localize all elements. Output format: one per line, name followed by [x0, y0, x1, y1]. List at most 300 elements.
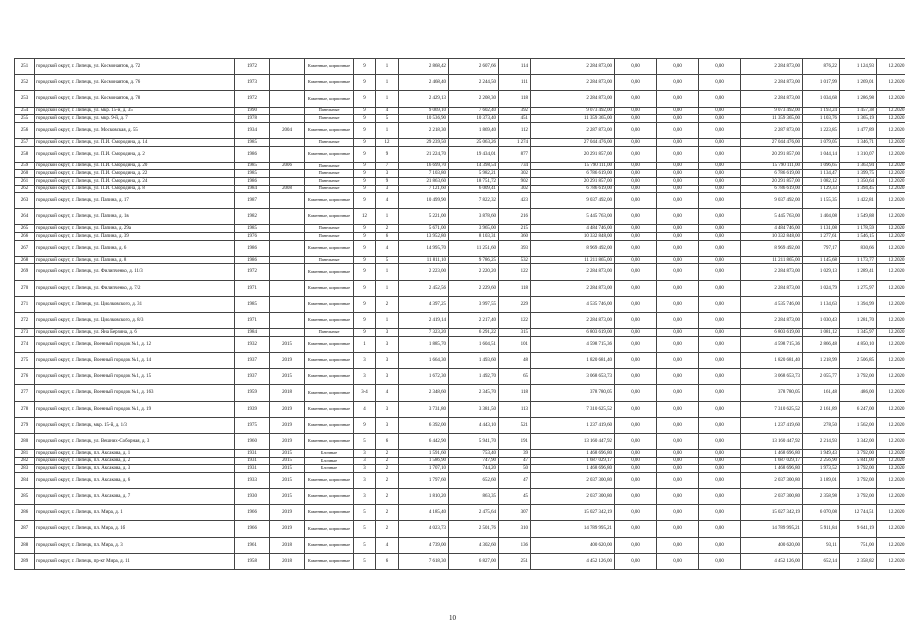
funding-1-cell: 0,00: [615, 107, 657, 115]
wall-material-cell: Панельные: [305, 170, 354, 178]
address-cell: городской округ, г. Липецк, ул. мкр. 9-й, д. 7: [35, 115, 235, 123]
residents-cell: 136: [499, 537, 531, 553]
total-area-cell: 1 885,70: [399, 336, 449, 352]
residents-cell: 45: [499, 489, 531, 505]
living-area-cell: 747,90: [449, 457, 499, 465]
address-cell: городской округ, г. Липецк, ул. Космонавтов, д. 72: [35, 59, 235, 75]
cost-cell: 2 287 873,00: [531, 122, 615, 138]
address-cell: городской округ, г. Липецк, ул. П.И. Смородина, д. 22: [35, 170, 235, 178]
funding-3-cell: 0,00: [699, 505, 741, 521]
funding-3-cell: 0,00: [699, 177, 741, 185]
total-cost-cell: 1 468 696,80: [741, 450, 803, 458]
wall-material-cell: Панельные: [305, 185, 354, 193]
funding-3-cell: 0,00: [699, 401, 741, 417]
funding-3-cell: 0,00: [699, 417, 741, 433]
table-row: [15, 465, 905, 473]
cost-limit-cell: 1 289,41: [840, 264, 877, 280]
year-built-cell: 1984: [235, 185, 270, 193]
table-row: [15, 537, 905, 553]
table-row: [15, 329, 905, 337]
cost-per-m2-cell: 1 193,24: [803, 107, 840, 115]
year-built-cell: 1971: [235, 280, 270, 296]
row-number: 281: [15, 450, 35, 458]
funding-3-cell: 0,00: [699, 489, 741, 505]
living-area-cell: 18 751,72: [449, 177, 499, 185]
living-area-cell: 6 827,00: [449, 553, 499, 569]
residents-cell: 47: [499, 472, 531, 488]
address-cell: городской округ, г. Липецк, ул. П.И. Смородина, д. 20: [35, 162, 235, 170]
year-renovated-cell: [270, 240, 305, 256]
wall-material-cell: Каменные, кирпичные: [305, 553, 354, 569]
floors-cell: 9: [354, 313, 376, 329]
cost-limit-cell: 12 744,51: [840, 505, 877, 521]
cost-per-m2-cell: 1 155,35: [803, 193, 840, 209]
total-cost-cell: 2 284 873,00: [741, 91, 803, 107]
year-renovated-cell: [270, 115, 305, 123]
entrances-cell: 3: [376, 369, 399, 385]
year-built-cell: 1986: [235, 256, 270, 264]
row-number: 252: [15, 75, 35, 91]
cost-limit-cell: 2 506,85: [840, 352, 877, 368]
cost-cell: 20 291 857,00: [531, 146, 615, 162]
floors-cell: 9: [354, 162, 376, 170]
floors-cell: 9: [354, 59, 376, 75]
year-renovated-cell: 2019: [270, 521, 305, 537]
total-cost-cell: 400 620,00: [741, 537, 803, 553]
cost-cell: 2 284 873,00: [531, 280, 615, 296]
floors-cell: 9: [354, 75, 376, 91]
funding-3-cell: 0,00: [699, 59, 741, 75]
cost-per-m2-cell: 5 911,84: [803, 521, 840, 537]
living-area-cell: 14 398,54: [449, 162, 499, 170]
entrances-cell: 2: [376, 465, 399, 473]
entrances-cell: 6: [376, 553, 399, 569]
funding-1-cell: 0,00: [615, 385, 657, 401]
address-cell: городской округ, г. Липецк, ул. Папина, д. 1в: [35, 209, 235, 225]
address-cell: городской округ, г. Липецк, ул. Космонавтов, д. 76: [35, 75, 235, 91]
total-cost-cell: 8 969 492,00: [741, 240, 803, 256]
residents-cell: 48: [499, 352, 531, 368]
table-row: [15, 553, 905, 569]
cost-per-m2-cell: 1 134,63: [803, 296, 840, 312]
table-row: [15, 75, 905, 91]
row-number: 278: [15, 401, 35, 417]
year-renovated-cell: [270, 91, 305, 107]
address-cell: городской округ, г. Липецк, пл. Мира, д. 1б: [35, 521, 235, 537]
deadline-cell: 12.2020: [877, 385, 905, 401]
row-number: 264: [15, 209, 35, 225]
floors-cell: 9: [354, 240, 376, 256]
year-built-cell: 1985: [235, 225, 270, 233]
living-area-cell: 2 229,60: [449, 280, 499, 296]
total-area-cell: 11 811,10: [399, 256, 449, 264]
wall-material-cell: Панельные: [305, 233, 354, 241]
funding-1-cell: 0,00: [615, 193, 657, 209]
cost-cell: 2 037 300,80: [531, 472, 615, 488]
funding-3-cell: 0,00: [699, 115, 741, 123]
floors-cell: 9: [354, 256, 376, 264]
residents-cell: 39: [499, 450, 531, 458]
total-area-cell: 2 348,60: [399, 385, 449, 401]
funding-3-cell: 0,00: [699, 433, 741, 449]
cost-limit-cell: 1 286,98: [840, 91, 877, 107]
year-built-cell: 1933: [235, 472, 270, 488]
funding-2-cell: 0,00: [657, 417, 699, 433]
wall-material-cell: Панельные: [305, 162, 354, 170]
cost-per-m2-cell: 2 214,93: [803, 433, 840, 449]
funding-3-cell: 0,00: [699, 369, 741, 385]
cost-limit-cell: 9 641,19: [840, 521, 877, 537]
row-number: 288: [15, 537, 35, 553]
living-area-cell: 3 965,00: [449, 225, 499, 233]
page-number: 10: [449, 614, 456, 622]
floors-cell: 3: [354, 472, 376, 488]
floors-cell: 3: [354, 352, 376, 368]
total-area-cell: 7 103,80: [399, 170, 449, 178]
residents-cell: 114: [499, 59, 531, 75]
living-area-cell: 1 492,70: [449, 369, 499, 385]
floors-cell: 9: [354, 177, 376, 185]
cost-limit-cell: 6 247,00: [840, 401, 877, 417]
residents-cell: 112: [499, 122, 531, 138]
funding-1-cell: 0,00: [615, 521, 657, 537]
table-row: [15, 209, 905, 225]
row-number: 254: [15, 107, 35, 115]
cost-limit-cell: 1 310,07: [840, 146, 877, 162]
funding-2-cell: 0,00: [657, 240, 699, 256]
floors-cell: 9: [354, 233, 376, 241]
entrances-cell: 4: [376, 107, 399, 115]
entrances-cell: 4: [376, 385, 399, 401]
total-cost-cell: 14 789 995,21: [741, 521, 803, 537]
funding-2-cell: 0,00: [657, 233, 699, 241]
cost-limit-cell: 1 422,81: [840, 193, 877, 209]
table-row: [15, 256, 905, 264]
living-area-cell: 4 443,10: [449, 417, 499, 433]
funding-3-cell: 0,00: [699, 296, 741, 312]
wall-material-cell: Блочные: [305, 457, 354, 465]
funding-1-cell: 0,00: [615, 115, 657, 123]
floors-cell: 3: [354, 369, 376, 385]
year-renovated-cell: 2018: [270, 537, 305, 553]
funding-1-cell: 0,00: [615, 336, 657, 352]
wall-material-cell: Каменные, кирпичные: [305, 433, 354, 449]
entrances-cell: 2: [376, 489, 399, 505]
cost-per-m2-cell: 1 096,65: [803, 162, 840, 170]
deadline-cell: 12.2020: [877, 313, 905, 329]
cost-limit-cell: 1 365,19: [840, 115, 877, 123]
year-built-cell: 1985: [235, 162, 270, 170]
total-cost-cell: 2 037 300,80: [741, 489, 803, 505]
table-row: [15, 472, 905, 488]
table-row: [15, 225, 905, 233]
funding-2-cell: 0,00: [657, 177, 699, 185]
entrances-cell: 2: [376, 450, 399, 458]
entrances-cell: 3: [376, 401, 399, 417]
address-cell: городской округ, г. Липецк, Военный городок №1, д. 163: [35, 385, 235, 401]
total-area-cell: 5 221,00: [399, 209, 449, 225]
living-area-cell: 4 302,60: [449, 537, 499, 553]
row-number: 272: [15, 313, 35, 329]
deadline-cell: 12.2020: [877, 115, 905, 123]
year-renovated-cell: [270, 170, 305, 178]
cost-limit-cell: 1 399,75: [840, 170, 877, 178]
table-row: [15, 138, 905, 146]
entrances-cell: 6: [376, 433, 399, 449]
entrances-cell: 2: [376, 457, 399, 465]
year-built-cell: 1931: [235, 465, 270, 473]
residents-cell: 251: [499, 553, 531, 569]
row-number: 263: [15, 193, 35, 209]
funding-2-cell: 0,00: [657, 401, 699, 417]
year-renovated-cell: [270, 264, 305, 280]
funding-3-cell: 0,00: [699, 553, 741, 569]
total-cost-cell: 27 044 476,00: [741, 138, 803, 146]
wall-material-cell: Каменные, кирпичные: [305, 209, 354, 225]
cost-limit-cell: 1 350,64: [840, 177, 877, 185]
cost-per-m2-cell: 1 949,43: [803, 450, 840, 458]
funding-3-cell: 0,00: [699, 352, 741, 368]
residents-cell: 315: [499, 329, 531, 337]
floors-cell: 9: [354, 296, 376, 312]
funding-3-cell: 0,00: [699, 465, 741, 473]
deadline-cell: 12.2020: [877, 433, 905, 449]
total-area-cell: 3 731,80: [399, 401, 449, 417]
funding-1-cell: 0,00: [615, 472, 657, 488]
table-row: [15, 352, 905, 368]
table-row: [15, 185, 905, 193]
wall-material-cell: Панельные: [305, 225, 354, 233]
cost-cell: 1 687 029,17: [531, 457, 615, 465]
cost-cell: 1 820 681,40: [531, 352, 615, 368]
residents-cell: 734: [499, 162, 531, 170]
total-cost-cell: 1 820 681,40: [741, 352, 803, 368]
total-area-cell: 6 392,00: [399, 417, 449, 433]
address-cell: городской округ, г. Липецк, Военный городок №1, д. 19: [35, 401, 235, 417]
deadline-cell: 12.2020: [877, 209, 905, 225]
row-number: 287: [15, 521, 35, 537]
year-built-cell: 1972: [235, 264, 270, 280]
entrances-cell: 3: [376, 170, 399, 178]
funding-2-cell: 0,00: [657, 193, 699, 209]
year-renovated-cell: 2015: [270, 457, 305, 465]
cost-cell: 400 620,00: [531, 537, 615, 553]
cost-cell: 11 211 865,00: [531, 256, 615, 264]
wall-material-cell: Каменные, кирпичные: [305, 240, 354, 256]
table-row: [15, 146, 905, 162]
floors-cell: 9: [354, 329, 376, 337]
row-number: 259: [15, 162, 35, 170]
deadline-cell: 12.2020: [877, 91, 905, 107]
cost-per-m2-cell: 1 129,33: [803, 185, 840, 193]
year-renovated-cell: [270, 59, 305, 75]
cost-per-m2-cell: 797,17: [803, 240, 840, 256]
year-built-cell: 1937: [235, 352, 270, 368]
address-cell: городской округ, г. Липецк, Военный городок №1, д. 15: [35, 369, 235, 385]
wall-material-cell: Каменные, кирпичные: [305, 537, 354, 553]
deadline-cell: 12.2020: [877, 489, 905, 505]
wall-material-cell: Каменные, кирпичные: [305, 91, 354, 107]
row-number: 283: [15, 465, 35, 473]
row-number: 256: [15, 122, 35, 138]
floors-cell: 9: [354, 91, 376, 107]
cost-cell: 4 484 746,00: [531, 225, 615, 233]
total-area-cell: 2 868,42: [399, 59, 449, 75]
wall-material-cell: Блочные: [305, 465, 354, 473]
residents-cell: 532: [499, 256, 531, 264]
funding-3-cell: 0,00: [699, 162, 741, 170]
funding-1-cell: 0,00: [615, 146, 657, 162]
row-number: 282: [15, 457, 35, 465]
funding-2-cell: 0,00: [657, 162, 699, 170]
floors-cell: 1: [354, 336, 376, 352]
cost-per-m2-cell: 1 404,08: [803, 209, 840, 225]
floors-cell: 9: [354, 280, 376, 296]
address-cell: городской округ, г. Липецк, ул. П.И. Смородина, д. 2: [35, 146, 235, 162]
year-built-cell: 1939: [235, 401, 270, 417]
year-built-cell: 1960: [235, 433, 270, 449]
total-area-cell: 1 591,60: [399, 450, 449, 458]
funding-2-cell: 0,00: [657, 59, 699, 75]
residents-cell: 451: [499, 115, 531, 123]
table-row: [15, 450, 905, 458]
entrances-cell: 7: [376, 162, 399, 170]
row-number: 274: [15, 336, 35, 352]
funding-1-cell: 0,00: [615, 352, 657, 368]
entrances-cell: 2: [376, 225, 399, 233]
entrances-cell: 2: [376, 521, 399, 537]
table-row: [15, 193, 905, 209]
residents-cell: 521: [499, 417, 531, 433]
cost-cell: 2 037 300,80: [531, 489, 615, 505]
year-built-cell: 1975: [235, 417, 270, 433]
funding-3-cell: 0,00: [699, 138, 741, 146]
residents-cell: 50: [499, 465, 531, 473]
entrances-cell: 4: [376, 240, 399, 256]
deadline-cell: 12.2020: [877, 256, 905, 264]
living-area-cell: 863,35: [449, 489, 499, 505]
residents-cell: 302: [499, 185, 531, 193]
cost-cell: 6 803 619,00: [531, 329, 615, 337]
funding-1-cell: 0,00: [615, 177, 657, 185]
address-cell: городской округ, г. Липецк, ул. Филипченко, д. 11/3: [35, 264, 235, 280]
cost-limit-cell: 4 850,10: [840, 336, 877, 352]
deadline-cell: 12.2020: [877, 107, 905, 115]
entrances-cell: 1: [376, 264, 399, 280]
floors-cell: 9: [354, 193, 376, 209]
total-cost-cell: 2 287 873,00: [741, 122, 803, 138]
table-row: [15, 177, 905, 185]
total-cost-cell: 11 359 365,00: [741, 115, 803, 123]
cost-per-m2-cell: 161,48: [803, 385, 840, 401]
deadline-cell: 12.2020: [877, 465, 905, 473]
year-renovated-cell: 2015: [270, 336, 305, 352]
total-cost-cell: 2 284 873,00: [741, 313, 803, 329]
year-renovated-cell: [270, 313, 305, 329]
cost-cell: 3 068 653,73: [531, 369, 615, 385]
cost-cell: 4 598 715,36: [531, 336, 615, 352]
funding-2-cell: 0,00: [657, 225, 699, 233]
cost-per-m2-cell: 2 358,98: [803, 489, 840, 505]
address-cell: городской округ, г. Липецк, ул. Папина, д. 29а: [35, 225, 235, 233]
entrances-cell: 1: [376, 59, 399, 75]
table-row: [15, 369, 905, 385]
cost-limit-cell: 1 345,97: [840, 329, 877, 337]
year-renovated-cell: [270, 296, 305, 312]
row-number: 266: [15, 233, 35, 241]
cost-cell: 9 037 492,00: [531, 193, 615, 209]
funding-3-cell: 0,00: [699, 91, 741, 107]
deadline-cell: 12.2020: [877, 170, 905, 178]
year-renovated-cell: 2008: [270, 185, 305, 193]
cost-cell: 6 786 619,00: [531, 170, 615, 178]
cost-per-m2-cell: 1 277,61: [803, 233, 840, 241]
living-area-cell: 3 878,60: [449, 209, 499, 225]
row-number: 277: [15, 385, 35, 401]
year-renovated-cell: 2004: [270, 122, 305, 138]
table-row: [15, 233, 905, 241]
table-row: [15, 170, 905, 178]
floors-cell: 3: [354, 457, 376, 465]
wall-material-cell: Каменные, кирпичные: [305, 417, 354, 433]
table-row: [15, 107, 905, 115]
cost-cell: 5 445 763,00: [531, 209, 615, 225]
funding-2-cell: 0,00: [657, 465, 699, 473]
total-cost-cell: 4 535 746,00: [741, 296, 803, 312]
funding-1-cell: 0,00: [615, 417, 657, 433]
total-cost-cell: 11 211 865,00: [741, 256, 803, 264]
floors-cell: 4: [354, 401, 376, 417]
address-cell: городской округ, г. Липецк, пл. Аксакова, д. 1: [35, 450, 235, 458]
residents-cell: 122: [499, 313, 531, 329]
entrances-cell: 12: [376, 138, 399, 146]
wall-material-cell: Каменные, кирпичные: [305, 264, 354, 280]
funding-2-cell: 0,00: [657, 185, 699, 193]
cost-per-m2-cell: 3 189,01: [803, 472, 840, 488]
living-area-cell: 1 493,60: [449, 352, 499, 368]
funding-1-cell: 0,00: [615, 433, 657, 449]
floors-cell: 9: [354, 122, 376, 138]
wall-material-cell: Каменные, кирпичные: [305, 505, 354, 521]
cost-limit-cell: 3 792,00: [840, 489, 877, 505]
wall-material-cell: Каменные, кирпичные: [305, 296, 354, 312]
year-built-cell: 1982: [235, 209, 270, 225]
cost-per-m2-cell: 1 079,05: [803, 138, 840, 146]
funding-1-cell: 0,00: [615, 185, 657, 193]
cost-per-m2-cell: 1 082,12: [803, 177, 840, 185]
total-area-cell: 1 797,60: [399, 472, 449, 488]
table-row: [15, 115, 905, 123]
funding-3-cell: 0,00: [699, 450, 741, 458]
entrances-cell: 6: [376, 233, 399, 241]
floors-cell: 9: [354, 170, 376, 178]
residents-cell: 216: [499, 209, 531, 225]
total-cost-cell: 20 291 857,00: [741, 146, 803, 162]
row-number: 268: [15, 256, 35, 264]
wall-material-cell: Каменные, кирпичные: [305, 401, 354, 417]
cost-cell: 6 786 619,00: [531, 185, 615, 193]
funding-3-cell: 0,00: [699, 521, 741, 537]
cost-cell: 7 310 625,52: [531, 401, 615, 417]
funding-2-cell: 0,00: [657, 505, 699, 521]
floors-cell: 3: [354, 465, 376, 473]
funding-1-cell: 0,00: [615, 280, 657, 296]
row-number: 280: [15, 433, 35, 449]
total-cost-cell: 6 786 619,00: [741, 170, 803, 178]
floors-cell: 5: [354, 521, 376, 537]
residents-cell: 393: [499, 240, 531, 256]
cost-limit-cell: 830,66: [840, 240, 877, 256]
